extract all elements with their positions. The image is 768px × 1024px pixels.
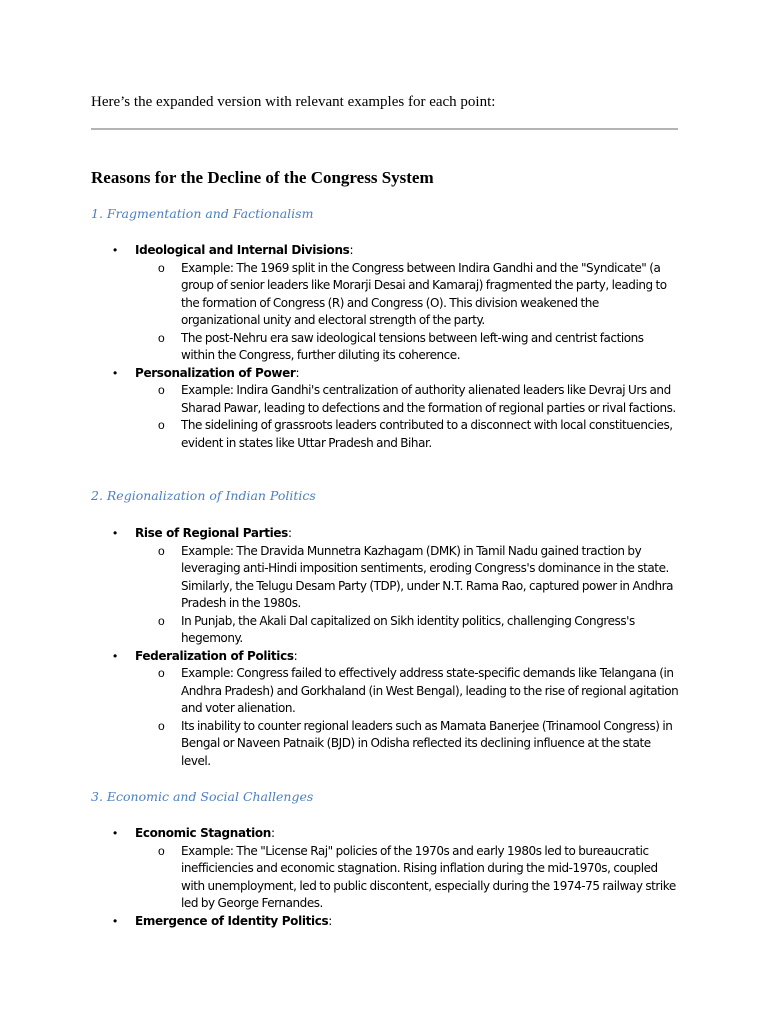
sub-list-item: o Example: The Dravida Munnetra Kazhagam (DMK) in Tamil Nadu gained traction by leveraging anti-Hindi imposition sentiments, eroding Congress's dominance in the state. Similarly, the Telugu Desam Party (TDP), under N.T. Rama Rao, captured power in Andhra Pradesh in the 1980s. — [158, 543, 674, 610]
circle-bullet-icon: o — [158, 666, 165, 680]
circle-bullet-icon: o — [158, 418, 165, 432]
sub-list — [135, 382, 679, 452]
item-label: Personalization of Power — [135, 365, 296, 380]
list-item: • Rise of Regional Parties: o Example: The Dravida Munnetra Kazhagam (DMK) in Tamil Nadu gained traction by leveraging anti-Hindi imposition sentiments, eroding Congress's dominance in the state. Similarly, the Telugu Desam Party (TDP), under N.T. Rama Rao, captured power in Andhra Pradesh in the 1980s. o In Punjab, the Akali Dal capitalized on Sikh identity politics, challenging Congress's hegemony. — [91, 525, 679, 648]
circle-bullet-icon: o — [158, 330, 165, 345]
sub-list-item: o The sidelining of grassroots leaders contributed to a disconnect with local constituencies, evident in states like Uttar Pradesh and Bihar. — [158, 418, 673, 450]
circle-bullet-icon: o — [158, 543, 165, 558]
item-label: Economic Stagnation — [135, 826, 271, 840]
bullet-icon: • — [113, 365, 118, 380]
sub-list-item: o Example: The 1969 split in the Congress between Indira Gandhi and the "Syndicate" (a group of senior leaders like Morarji Desai and Kamaraj) fragmented the party, leading to the formation of Congress (R) and Congress (O). This division weakened the organizational unity and electoral strength of the party. — [158, 260, 667, 327]
list-item: • Personalization of Power: o Example: Indira Gandhi's centralization of authority alienated leaders like Devraj Urs and Sharad Pawar, leading to defections and the formation of regional parties or rival factions. o The sidelining of grassroots leaders contributed to a disconnect with local constituencies, evident in states like Uttar Pradesh and Bihar. — [91, 365, 679, 453]
sub-list-item: o The post-Nehru era saw ideological tensions between left-wing and centrist factions within the Congress, further diluting its coherence. — [158, 330, 644, 362]
circle-bullet-icon: o — [158, 383, 165, 397]
sub-list-item: o Example: Indira Gandhi's centralization of authority alienated leaders like Devraj Urs and Sharad Pawar, leading to defections and the formation of regional parties or rival factions. — [158, 383, 676, 415]
list-item: • Emergence of Identity Politics: — [91, 913, 679, 931]
circle-bullet-icon: o — [158, 843, 165, 858]
list-item: • Ideological and Internal Divisions: o Example: The 1969 split in the Congress between Indira Gandhi and the "Syndicate" (a group of senior leaders like Morarji Desai and Kamaraj) fragmented the party, leading to the formation of Congress (R) and Congress (O). This division weakened the organizational unity and electoral strength of the party. o The post-Nehru era saw ideological tensions between left-wing and centrist factions within the Congress, further diluting its coherence. — [91, 242, 679, 365]
horizontal-rule — [91, 128, 678, 130]
sub-list-item: o Example: Congress failed to effectively address state-specific demands like Telangana (in Andhra Pradesh) and Gorkhaland (in West Bengal), leading to the rise of regional agitation and voter alienation. — [158, 666, 679, 715]
sub-list-item: o Its inability to counter regional leaders such as Mamata Banerjee (Trinamool Congress) in Bengal or Naveen Patnaik (BJD) in Odisha reflected its declining influence at the state level. — [158, 718, 673, 768]
sub-list — [135, 543, 679, 648]
bullet-icon: • — [113, 526, 118, 540]
sub-list — [135, 665, 679, 770]
bullet-icon: • — [113, 648, 118, 663]
sub-list-item: o Example: The "License Raj" policies of the 1970s and early 1980s led to bureaucratic inefficiencies and economic stagnation. Rising inflation during the mid-1970s, coupled with unemployment, led to public discontent, especially during the 1974-75 railway strike led by George Fernandes. — [158, 843, 676, 910]
section-heading: 2. Regionalization of Indian Politics — [91, 488, 316, 503]
section-fragmentation — [91, 206, 691, 450]
section-heading: 1. Fragmentation and Factionalism — [91, 206, 314, 221]
section-economic-social — [91, 789, 691, 928]
bullet-icon: • — [113, 243, 118, 257]
item-label: Ideological and Internal Divisions — [135, 243, 350, 257]
bullet-list — [91, 242, 679, 452]
item-label: Federalization of Politics — [135, 648, 294, 663]
bullet-list — [91, 525, 679, 770]
circle-bullet-icon: o — [158, 718, 165, 733]
intro-text: Here’s the expanded version with relevant examples for each point: — [91, 94, 496, 110]
sub-list — [135, 260, 679, 365]
item-label: Emergence of Identity Politics — [135, 913, 329, 928]
circle-bullet-icon: o — [158, 613, 165, 628]
section-regionalization — [91, 488, 691, 768]
item-label: Rise of Regional Parties — [135, 526, 288, 540]
bullet-list — [91, 825, 679, 930]
document-title: Reasons for the Decline of the Congress System — [91, 168, 434, 187]
list-item: • Economic Stagnation: o Example: The "License Raj" policies of the 1970s and early 1980s led to bureaucratic inefficiencies and economic stagnation. Rising inflation during the mid-1970s, coupled with unemployment, led to public discontent, especially during the 1974-75 railway strike led by George Fernandes. — [91, 825, 679, 913]
section-heading: 3. Economic and Social Challenges — [91, 789, 314, 804]
list-item: • Federalization of Politics: o Example: Congress failed to effectively address state-specific demands like Telangana (in Andhra Pradesh) and Gorkhaland (in West Bengal), leading to the rise of regional agitation and voter alienation. o Its inability to counter regional leaders such as Mamata Banerjee (Trinamool Congress) in Bengal or Naveen Patnaik (BJD) in Odisha reflected its declining influence at the state level. — [91, 648, 679, 771]
bullet-icon: • — [113, 826, 118, 840]
circle-bullet-icon: o — [158, 260, 165, 275]
sub-list — [135, 843, 679, 913]
sub-list-item: o In Punjab, the Akali Dal capitalized on Sikh identity politics, challenging Congress's hegemony. — [158, 613, 635, 645]
bullet-icon: • — [113, 913, 118, 928]
